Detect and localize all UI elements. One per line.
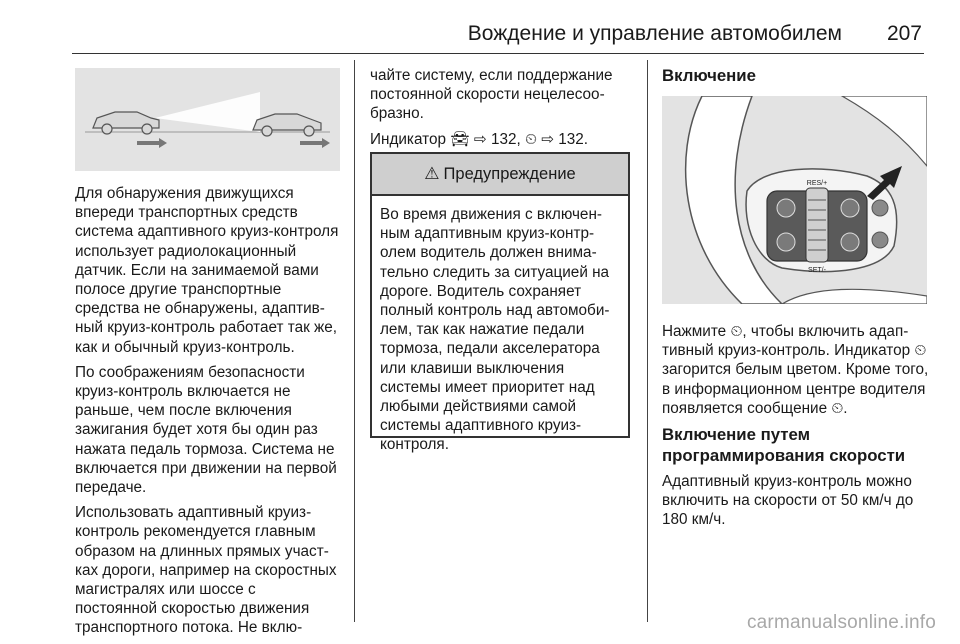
paragraph: Адаптивный круиз-контроль можно включить на скорости от 50 км/ч до 180 км/ч.: [662, 473, 914, 529]
text-segment: Нажмите: [662, 323, 727, 340]
watermark: carmanualsonline.info: [746, 612, 936, 633]
indicator-label: Индикатор: [370, 130, 446, 148]
steering-wheel-image: [662, 96, 927, 304]
paragraph: Нажмите ⏲︎, чтобы включить адаптивный круиз-контроль. Индикатор ⏲︎ загорится белым цветом. Кроме того, в информационном центре водителя появляется сообщение ⏲︎.: [662, 322, 929, 417]
subsection-heading: Включение путем программирования скорости: [662, 425, 906, 466]
cruise-indicator-icon: ⏲︎: [914, 341, 927, 360]
header-divider: [72, 53, 924, 54]
car-indicator-icon: 🚘︎: [450, 129, 470, 148]
column-divider-2: [647, 60, 648, 622]
page-header: [0, 0, 960, 54]
right-column-text: [662, 322, 930, 536]
steering-wheel-illustration: [662, 96, 927, 304]
page-number: 207: [886, 22, 922, 45]
indicator-line: Индикатор 🚘︎ ⇨ 132, ⏲︎ ⇨ 132.: [370, 129, 589, 148]
column-divider-1: [354, 60, 355, 622]
radar-cars-image: [75, 68, 340, 171]
warning-title: Предупреждение: [443, 164, 576, 183]
warning-header: [372, 154, 628, 196]
text-segment: загорится белым цветом. Кроме того, в информационном центре водителя появляется сообщение: [662, 361, 929, 417]
paragraph: Для обнаружения движущихся впереди транспортных средств система адаптивного круиз-контроля использует радиолокационный датчик. Если на занимаемой вами полосе другие транспортные средства не обнаружены, адаптивный круиз-контроль работает так же, как и обычный круиз-контроль.: [75, 185, 339, 356]
set-label: SET/-: [808, 267, 826, 274]
section-heading: Включение: [662, 66, 756, 85]
warning-text: Во время движения с включенным адаптивным круиз-контролем водитель должен внимательно следить за ситуацией на дороге. Водитель сохраняет полный контроль над автомобилем, так как нажатие педали тормоза, педали акселератора или клавиши выключения системы имеет приоритет над любыми действиями самой системы адаптивного круиз-контроля.: [380, 206, 610, 454]
text-segment: , чтобы включить адаптивный круиз-контроль. Индикатор: [662, 323, 911, 360]
cruise-message-icon: ⏲︎: [831, 398, 844, 417]
middle-column: [370, 66, 632, 155]
warning-box: [370, 152, 630, 454]
cruise-indicator-icon: ⏲︎: [525, 129, 537, 148]
right-column: [662, 66, 930, 91]
res-label: RES/+: [806, 180, 828, 187]
cruise-button-icon: ⏲︎: [730, 322, 743, 340]
paragraph: чайте систему, если поддержание постоянной скорости нецелесообразно.: [370, 67, 613, 123]
paragraph: Использовать адаптивный круиз-контроль рекомендуется главным образом на длинных прямых участках дороги, например на скоростных магистралях или шоссе с постоянной скоростью движения транспортного потока. Не вклю-: [75, 504, 337, 637]
page-reference: 132: [490, 130, 517, 148]
warning-icon: ⚠: [424, 164, 440, 184]
reference-arrow-icon: ⇨: [473, 129, 487, 148]
radar-illustration: [75, 68, 340, 171]
page-reference: 132.: [558, 130, 589, 148]
paragraph: По соображениям безопасности круиз-контроль включается не раньше, чем после включения зажигания будет хотя бы один раз нажата педаль тормоза. Система не включается при движении на первой передаче.: [75, 363, 337, 497]
left-column: [75, 184, 341, 644]
page-title: Вождение и управление автомобилем: [467, 22, 842, 45]
reference-arrow-icon: ⇨: [541, 129, 555, 148]
